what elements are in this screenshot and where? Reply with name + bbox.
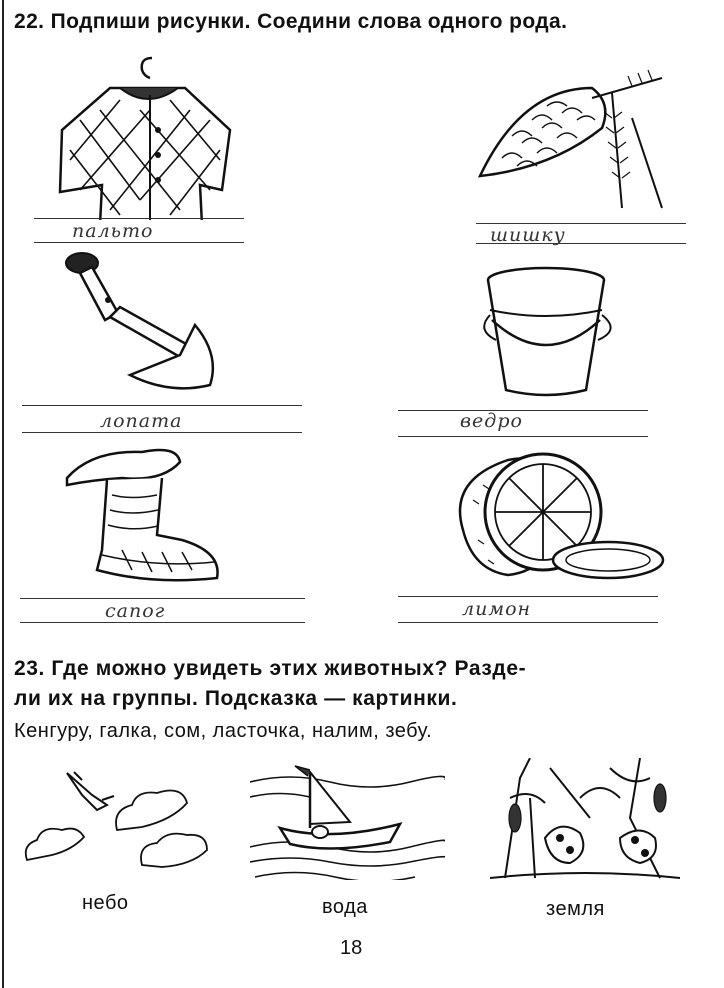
page-number: 18 xyxy=(340,937,363,959)
water-picture xyxy=(250,762,445,880)
sky-picture xyxy=(22,765,222,880)
coat-picture xyxy=(40,50,250,220)
lemon-picture xyxy=(448,440,668,590)
lemon-answer: лимон xyxy=(462,598,532,620)
animals-list: Кенгуру, галка, сом, ласточка, налим, зебу. xyxy=(14,720,433,742)
caption-sky: небо xyxy=(82,892,129,914)
answer-line xyxy=(398,436,648,437)
answer-line xyxy=(398,622,658,623)
shovel-answer: лопата xyxy=(100,410,183,432)
pinecone-picture xyxy=(462,58,672,218)
answer-line xyxy=(34,242,244,243)
answer-line xyxy=(22,405,302,406)
bucket-answer: ведро xyxy=(460,410,523,432)
answer-line xyxy=(20,622,305,623)
coat-answer: пальто xyxy=(72,220,154,242)
answer-line xyxy=(22,432,302,433)
exercise-23-title-line1: 23. Где можно увидеть этих животных? Разде- xyxy=(14,657,527,680)
answer-line xyxy=(398,410,648,411)
boot-picture xyxy=(62,440,232,590)
exercise-22-title: 22. Подпиши рисунки. Соедини слова одного рода. xyxy=(14,10,568,33)
answer-line xyxy=(20,598,305,599)
land-picture xyxy=(490,758,680,883)
answer-line xyxy=(34,218,244,219)
bucket-picture xyxy=(476,260,626,400)
caption-land: земля xyxy=(546,898,605,920)
boot-answer: сапог xyxy=(105,600,166,622)
exercise-23-title-line2: ли их на группы. Подсказка — картинки. xyxy=(14,687,458,710)
page-border xyxy=(2,0,4,988)
shovel-picture xyxy=(60,245,230,395)
pinecone-answer: шишку xyxy=(490,224,566,246)
exercise-23-title xyxy=(14,654,714,714)
caption-water: вода xyxy=(322,896,368,918)
answer-line xyxy=(398,596,658,597)
